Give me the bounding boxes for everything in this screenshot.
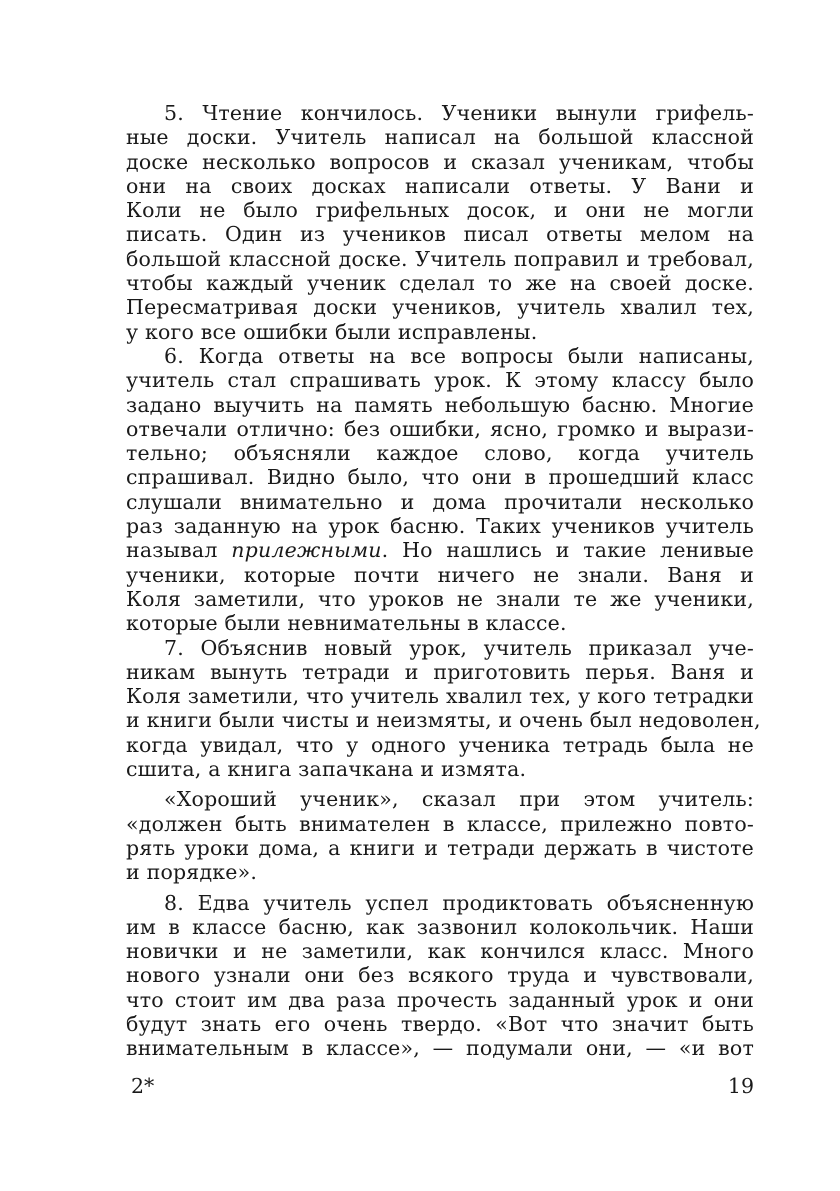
text-line: задано выучить на память небольшую басню. Многие [126, 392, 754, 417]
text-line: нового узнали они без всякого труда и чувствовали, [126, 963, 754, 988]
italic-word: прилежными [231, 538, 382, 563]
text-line: им в классе басню, как зазвонил колокольчик. Наши [126, 914, 754, 939]
text-line: у кого все ошибки были исправлены. [126, 319, 538, 344]
text-line: Коли не было грифельных досок, и они не могли [126, 198, 754, 223]
text-line: спрашивал. Видно было, что они в прошедший класс [126, 465, 754, 490]
paragraph-7 [126, 635, 761, 782]
text-line: и порядке». [126, 860, 258, 885]
text-line: что стоит им два раза прочесть заданный урок и они [126, 987, 754, 1012]
text-line: 8. Едва учитель успел продиктовать объясненную [164, 890, 754, 915]
text-line: Коля заметили, что уроков не знали те же ученики, [126, 586, 754, 611]
printer-signature: 2* [131, 1074, 155, 1098]
text-line: ученики, которые почти ничего не знали. Ваня и [126, 562, 754, 587]
text-line-with-italic [126, 538, 754, 562]
text-line: писать. Один из учеников писал ответы мелом на [126, 222, 754, 247]
text-line: внимательным в классе», — подумали они, — «и вот [126, 1036, 754, 1061]
text-line: слушали внимательно и дома прочитали несколько [126, 489, 754, 514]
text-line: сшита, а книга запачкана и измята. [126, 757, 527, 782]
text-line: никам вынуть тетради и приготовить перья. Ваня и [126, 659, 754, 684]
page-footer [126, 1072, 754, 1100]
text-line: 6. Когда ответы на все вопросы были написаны, [164, 343, 754, 368]
text-line: будут знать его очень твердо. «Вот что значит быть [126, 1011, 754, 1036]
text-line: чтобы каждый ученик сделал то же на своей доске. [126, 271, 754, 296]
text-line: которые были невнимательны в классе. [126, 611, 567, 636]
text-line: «Хороший ученик», сказал при этом учитель: [164, 787, 754, 812]
text-line: тельно; объясняли каждое слово, когда учитель [126, 441, 754, 466]
text-line: отвечали отлично: без ошибки, ясно, громко и вырази- [126, 416, 754, 441]
text-line: когда увидал, что у одного ученика тетрадь была не [126, 732, 754, 757]
paragraph-8 [126, 891, 754, 1061]
text-line: учитель стал спрашивать урок. К этому классу было [126, 368, 754, 393]
text-line: Пересматривая доски учеников, учитель хвалил тех, [126, 295, 754, 320]
text-line: доске несколько вопросов и сказал ученикам, чтобы [126, 149, 754, 174]
text-line: они на своих досках написали ответы. У Вани и [126, 173, 754, 198]
text-line: раз заданную на урок басню. Таких учеников учитель [126, 514, 754, 539]
quote-paragraph [126, 787, 754, 884]
text-line: Коля заметили, что учитель хвалил тех, у кого тетрадки [126, 684, 754, 709]
text-line: и книги были чисты и неизмяты, и очень был недоволен, [126, 708, 761, 733]
text-line: большой классной доске. Учитель поправил и требовал, [126, 246, 754, 271]
text-line: 5. Чтение кончилось. Ученики вынули грифель- [164, 101, 754, 125]
page-number: 19 [727, 1074, 754, 1098]
text-line: новички и не заметили, как кончился класс. Много [126, 939, 754, 964]
paragraph-6 [126, 344, 754, 636]
text-fragment: . Но нашлись и такие ленивые [381, 538, 754, 563]
text-line: рять уроки дома, а книги и тетради держать в чистоте [126, 835, 754, 860]
text-line: ные доски. Учитель написал на большой классной [126, 125, 754, 150]
text-fragment: называл [126, 538, 232, 563]
text-line: «должен быть внимателен в классе, прилежно повто- [126, 811, 754, 836]
paragraph-5 [126, 101, 754, 344]
text-line: 7. Объяснив новый урок, учитель приказал уче- [164, 635, 754, 660]
body-text [126, 101, 761, 1061]
